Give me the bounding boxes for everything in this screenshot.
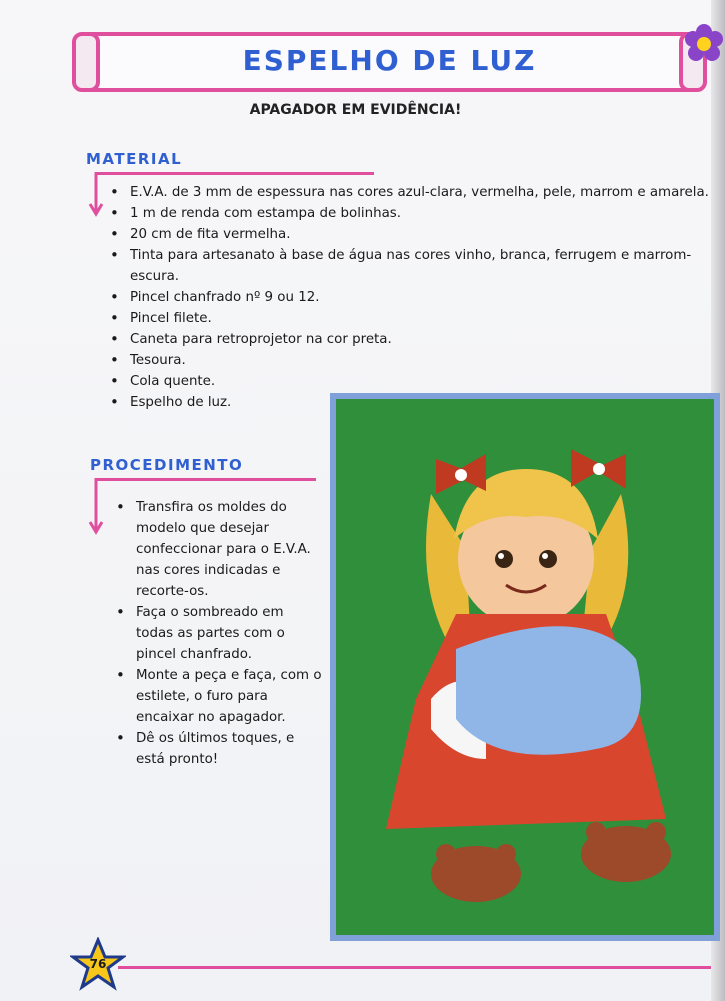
material-rule bbox=[96, 172, 374, 175]
subtitle: APAGADOR EM EVIDÊNCIA! bbox=[249, 102, 462, 118]
procedimento-item: • Monte a peça e faça, com o estilete, o furo para encaixar no apagador. bbox=[110, 665, 322, 728]
material-list bbox=[104, 182, 724, 413]
procedimento-item: • Faça o sombreado em todas as partes com o pincel chanfrado. bbox=[110, 602, 322, 665]
procedimento-heading: PROCEDIMENTO bbox=[90, 456, 244, 474]
flower-icon bbox=[684, 24, 724, 64]
material-item: • Tinta para artesanato à base de água nas cores vinho, branca, ferrugem e marrom-escura. bbox=[104, 245, 724, 287]
arrow-down-icon bbox=[88, 478, 104, 538]
material-item: • Cola quente. bbox=[104, 371, 724, 392]
material-item: • E.V.A. de 3 mm de espessura nas cores azul-clara, vermelha, pele, marrom e amarela. bbox=[104, 182, 724, 203]
material-item: • Tesoura. bbox=[104, 350, 724, 371]
material-item: • Pincel chanfrado nº 9 ou 12. bbox=[104, 287, 724, 308]
procedimento-item: • Dê os últimos toques, e está pronto! bbox=[110, 728, 322, 770]
material-item: • Pincel filete. bbox=[104, 308, 724, 329]
procedimento-rule bbox=[96, 478, 316, 481]
material-item: • Caneta para retroprojetor na cor preta. bbox=[104, 329, 724, 350]
footer-rule bbox=[118, 966, 711, 969]
page-number: 76 bbox=[89, 957, 107, 971]
arrow-down-icon bbox=[88, 172, 104, 220]
craft-photo bbox=[330, 393, 720, 941]
doll-illustration bbox=[336, 399, 714, 935]
procedimento-list bbox=[110, 497, 322, 770]
page-title: ESPELHO DE LUZ bbox=[242, 44, 537, 77]
material-item: • 1 m de renda com estampa de bolinhas. bbox=[104, 203, 724, 224]
procedimento-item: • Transfira os moldes do modelo que desejar confeccionar para o E.V.A. nas cores indicadas e recorte-os. bbox=[110, 497, 322, 602]
material-heading: MATERIAL bbox=[86, 150, 183, 168]
title-banner bbox=[78, 32, 701, 92]
material-item: • 20 cm de fita vermelha. bbox=[104, 224, 724, 245]
material-item: • Espelho de luz. bbox=[104, 392, 724, 413]
